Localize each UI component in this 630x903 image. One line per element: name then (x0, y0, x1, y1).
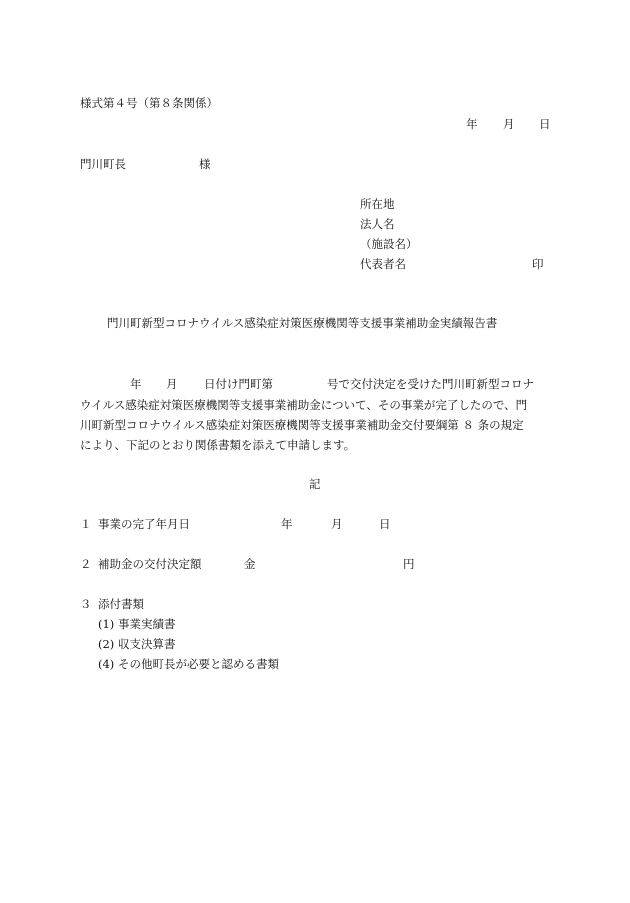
representative-label: 代表者名 (360, 257, 406, 271)
item1-year-label: 年 (281, 517, 293, 531)
item1-number: １ (80, 517, 92, 531)
item3-number: ３ (80, 597, 92, 611)
item1-day-label: 日 (379, 517, 391, 531)
item1-label: 事業の完了年月日 (98, 517, 190, 531)
item2-kin-label: 金 (244, 557, 256, 571)
body-line4: により、下記のとおり関係書類を添えて申請します。 (80, 438, 356, 452)
addressee-name: 門川町長 (80, 157, 126, 171)
corporation-label: 法人名 (360, 217, 395, 231)
date-month-label: 月 (503, 117, 515, 131)
attachment-item: (2) 収支決算書 (98, 637, 176, 651)
address-label: 所在地 (360, 197, 395, 211)
ki-heading: 記 (309, 477, 321, 491)
item1-month-label: 月 (331, 517, 343, 531)
addressee-honorific: 様 (199, 157, 211, 171)
document-title: 門川町新型コロナウイルス感染症対策医療機関等支援事業補助金実績報告書 (107, 316, 498, 330)
body-line2: ウイルス感染症対策医療機関等支援事業補助金について、その事業が完了したので、門 (80, 398, 528, 412)
form-number: 様式第４号（第８条関係） (80, 96, 218, 110)
item2-number: ２ (80, 557, 92, 571)
body-month-label: 月 (166, 377, 178, 391)
facility-label: （施設名） (360, 237, 418, 251)
date-year-label: 年 (466, 117, 478, 131)
body-date-reference: 日付け門町第 (204, 377, 273, 391)
attachment-item: (4) その他町長が必要と認める書類 (98, 657, 279, 671)
body-year-label: 年 (130, 377, 142, 391)
item2-yen-label: 円 (403, 557, 415, 571)
seal-mark: 印 (532, 257, 544, 271)
item3-label: 添付書類 (98, 597, 144, 611)
body-line1-rest: 号で交付決定を受けた門川町新型コロナ (327, 377, 534, 391)
attachment-item: (1) 事業実績書 (98, 617, 176, 631)
item2-label: 補助金の交付決定額 (98, 557, 202, 571)
date-day-label: 日 (539, 117, 551, 131)
body-line3: 川町新型コロナウイルス感染症対策医療機関等支援事業補助金交付要綱第 ８ 条の規定 (80, 418, 524, 432)
